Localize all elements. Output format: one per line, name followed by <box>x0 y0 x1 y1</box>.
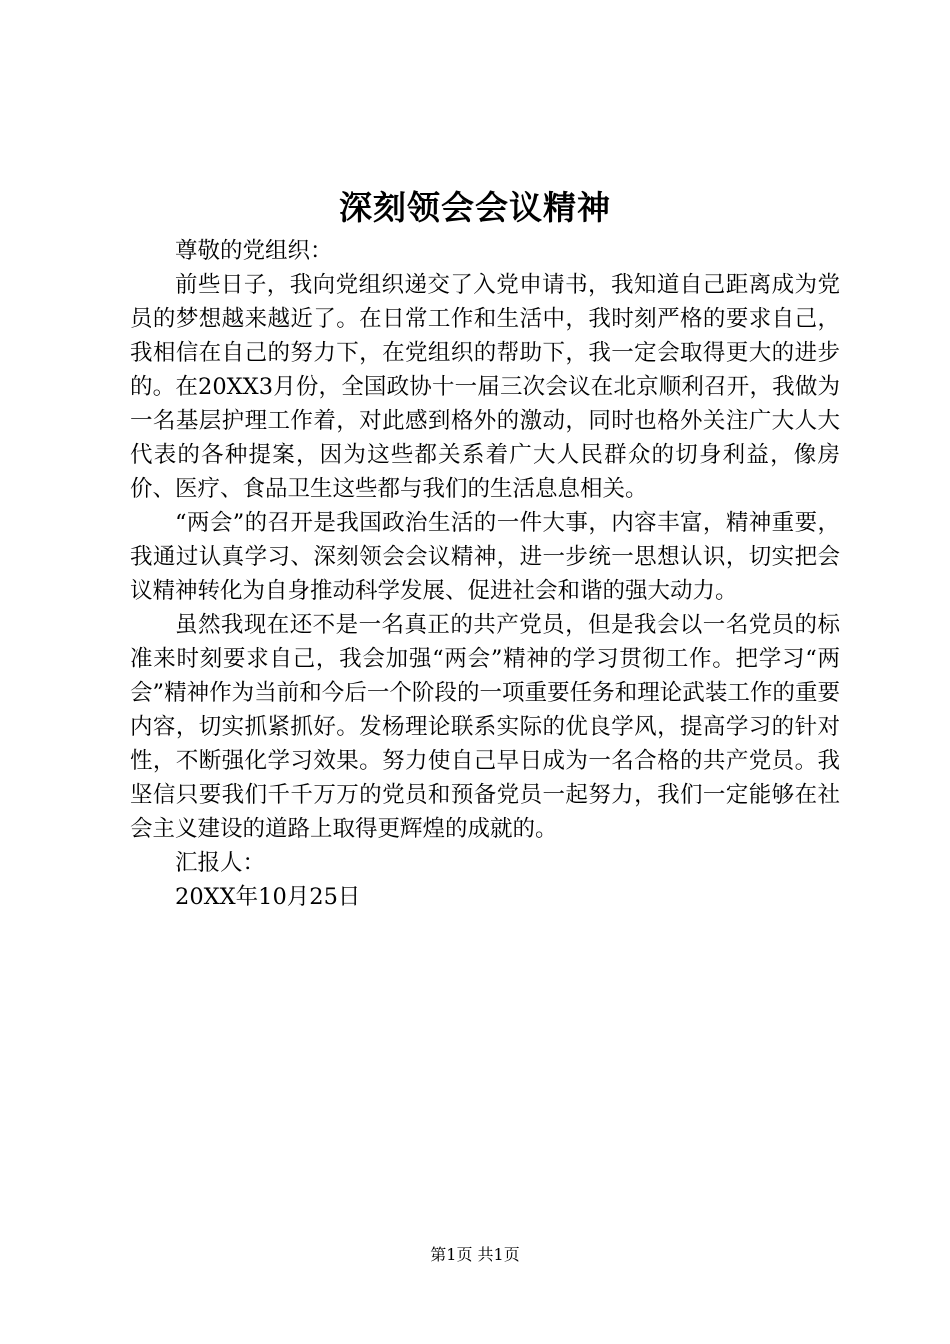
report-date: 20XX年10月25日 <box>175 884 361 910</box>
page-number-footer: 第1页 共1页 <box>430 1245 520 1264</box>
paragraph-1: 前些日子，我向党组织递交了入党申请书，我知道自己距离成为党员的梦想越来越近了。在日常工作和生活中，我时刻严格的要求自己，我相信在自己的努力下，在党组织的帮助下，我一定会取得更大的进步的。在20XX3月份，全国政协十一届三次会议在北京顺利召开，我做为一名基层护理工作着，对此感到格外的激动，同时也格外关注广大人大代表的各种提案，因为这些都关系着广大人民群众的切身利益，像房价、医疗、食品卫生这些都与我们的生活息息相关。 <box>130 272 840 502</box>
paragraph-3: 虽然我现在还不是一名真正的共产党员，但是我会以一名党员的标准来时刻要求自己，我会加强“两会”精神的学习贯彻工作。把学习“两会”精神作为当前和今后一个阶段的一项重要任务和理论武装工作的重要内容，切实抓紧抓好。发杨理论联系实际的优良学风，提高学习的针对性，不断强化学习效果。努力使自己早日成为一名合格的共产党员。我坚信只要我们千千万万的党员和预备党员一起努力，我们一定能够在社会主义建设的道路上取得更辉煌的成就的。 <box>130 612 840 842</box>
salutation: 尊敬的党组织： <box>175 238 333 264</box>
document-title: 深刻领会会议精神 <box>339 188 611 227</box>
signature-label: 汇报人： <box>175 850 266 876</box>
paragraph-2: “两会”的召开是我国政治生活的一件大事，内容丰富，精神重要，我通过认真学习、深刻领会会议精神，进一步统一思想认识，切实把会议精神转化为自身推动科学发展、促进社会和谐的强大动力。 <box>130 510 840 604</box>
document-body <box>130 234 840 914</box>
